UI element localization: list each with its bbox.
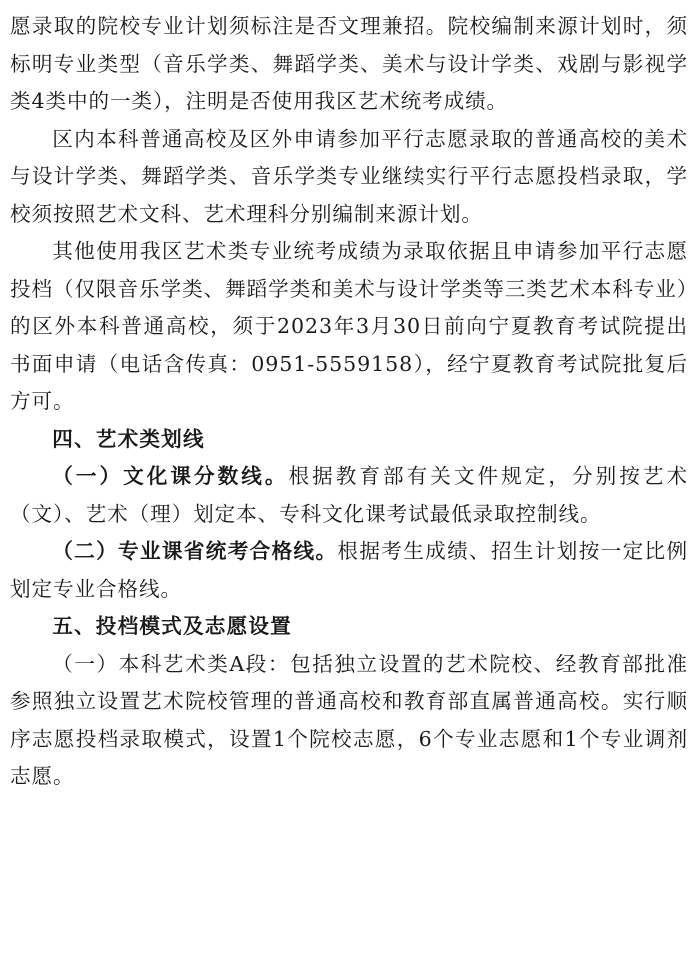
paragraph-out-of-region-application: [10, 233, 688, 421]
paragraph-culture-score-line: [10, 458, 688, 533]
paragraph-text: 其他使用我区艺术类专业统考成绩为录取依据且申请参加平行志愿投档（仅限音乐学类、舞蹈学类和美术与设计学类等三类艺术本科专业）的区外本科普通高校，须于2023年3月30日前向宁夏教育考试院提出书面申请（电话含传真：0951-5559158），经宁夏教育考试院批复后方可。: [10, 239, 688, 413]
paragraph-text: 区内本科普通高校及区外申请参加平行志愿录取的普通高校的美术与设计学类、舞蹈学类、音乐学类专业继续实行平行志愿投档录取，学校须按照艺术文科、艺术理科分别编制来源计划。: [10, 126, 688, 226]
paragraph-text: 愿录取的院校专业计划须标注是否文理兼招。院校编制来源计划时，须标明专业类型（音乐学类、舞蹈学类、美术与设计学类、戏剧与影视学类4类中的一类），注明是否使用我区艺术统考成绩。: [10, 14, 688, 113]
section-heading-art-score-lines: 四、艺术类划线: [52, 426, 205, 451]
paragraph-text: （一）本科艺术类A段：包括独立设置的艺术院校、经教育部批准参照独立设置艺术院校管理的普通高校和教育部直属普通高校。实行顺序志愿投档录取模式，设置1个院校志愿，6个专业志愿和1个专业调剂志愿。: [10, 651, 688, 788]
paragraph-lead: （一）文化课分数线。: [52, 464, 289, 488]
document-page: [10, 8, 688, 796]
paragraph-text: 根据考生成绩、招生计划按一定比例划定专业合格线。: [10, 539, 688, 601]
paragraph-parallel-admission: [10, 121, 688, 234]
paragraph-undergrad-art-a: [10, 646, 688, 796]
paragraph-professional-pass-line: [10, 533, 688, 608]
paragraph-text: 根据教育部有关文件规定，分别按艺术（文）、艺术（理）划定本、专科文化课考试最低录取控制线。: [10, 464, 688, 526]
section-heading-filing-mode: 五、投档模式及志愿设置: [52, 614, 292, 638]
paragraph-lead: （二）专业课省统考合格线。: [52, 539, 338, 563]
paragraph-continuation: [10, 8, 688, 121]
